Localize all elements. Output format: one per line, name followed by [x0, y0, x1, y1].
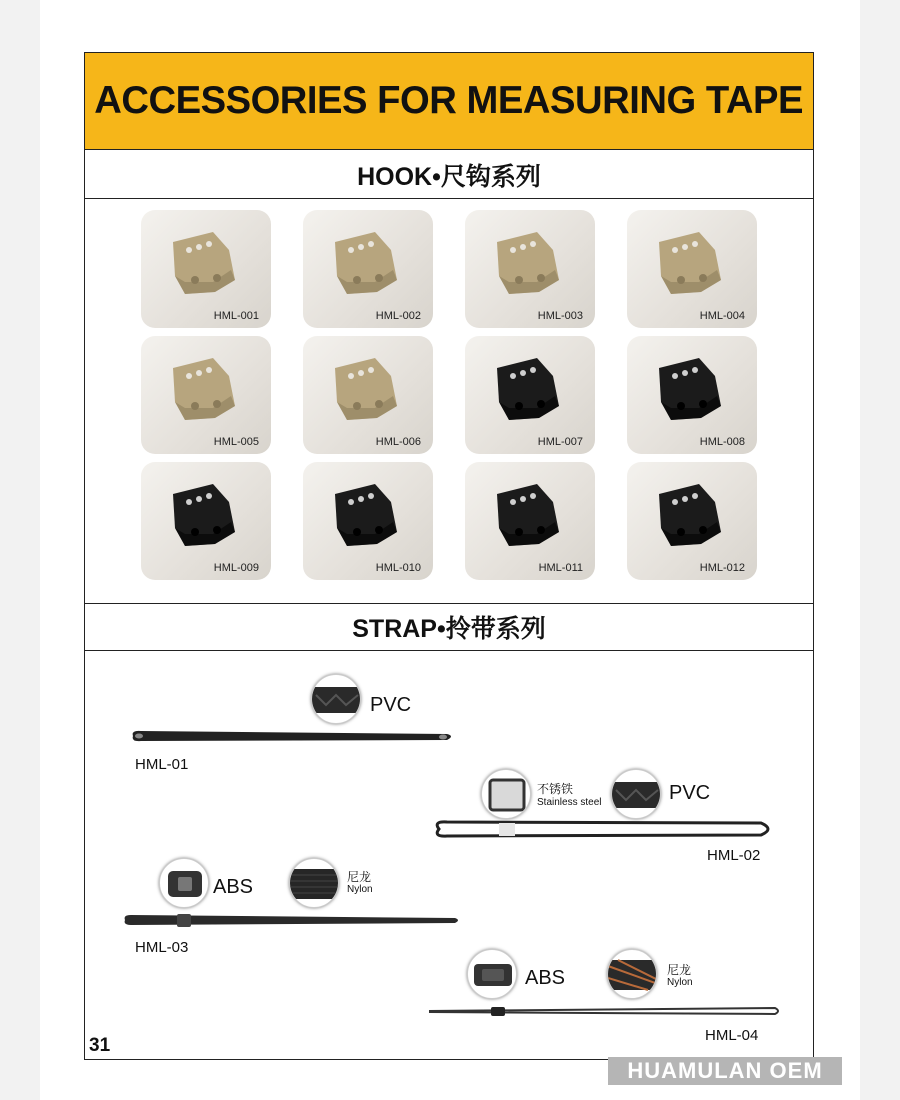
nylon-swatch-2 — [607, 949, 657, 999]
material-label: PVC — [370, 694, 412, 716]
hook-image — [155, 220, 255, 304]
page-number: 31 — [89, 1035, 111, 1056]
hook-item — [303, 462, 433, 580]
hook-code: HML-001 — [213, 310, 259, 322]
pvc-swatch-image — [312, 675, 361, 724]
watermark: HUAMULAN OEM — [608, 1057, 842, 1085]
catalog-page — [84, 52, 814, 1060]
title-banner — [85, 53, 813, 150]
hook-code: HML-005 — [213, 436, 259, 448]
hook-section-header — [85, 151, 813, 199]
hook-code: HML-012 — [699, 562, 745, 574]
hook-item — [141, 210, 271, 328]
hook-image — [479, 472, 579, 556]
hook-code: HML-011 — [538, 562, 583, 574]
hook-item — [465, 210, 595, 328]
strap-code: HML-01 — [135, 756, 189, 773]
stainless-steel-swatch-image — [482, 770, 531, 819]
hook-item — [627, 210, 757, 328]
hook-item — [303, 210, 433, 328]
pvc-swatch-image — [612, 770, 661, 819]
hook-image — [479, 346, 579, 430]
hook-image — [641, 346, 741, 430]
strap-image — [431, 817, 777, 841]
strap-code: HML-03 — [135, 939, 189, 956]
strap-image — [425, 1001, 783, 1021]
hook-item — [303, 336, 433, 454]
hook-code: HML-009 — [213, 562, 259, 574]
hook-code: HML-003 — [537, 310, 583, 322]
material-en-label: Stainless steel — [537, 797, 602, 808]
hook-item — [465, 462, 595, 580]
hook-code: HML-008 — [699, 436, 745, 448]
material-cn-label: 尼龙 — [667, 963, 692, 977]
hook-image — [155, 472, 255, 556]
material-label: ABS — [525, 967, 566, 989]
hook-item — [627, 462, 757, 580]
strap-section-header — [85, 603, 813, 651]
abs-swatch-2 — [467, 949, 517, 999]
hook-image — [155, 346, 255, 430]
material-label: PVC — [669, 782, 711, 804]
material-en-label: Nylon — [667, 977, 693, 988]
nylon-swatch-1 — [289, 858, 339, 908]
hook-section-title: HOOK•尺钩系列 — [357, 162, 541, 191]
material-label: ABS — [213, 876, 254, 898]
strap-code: HML-04 — [705, 1027, 759, 1044]
hook-item — [141, 462, 271, 580]
strap-section-title: STRAP•拎带系列 — [352, 615, 546, 643]
abs-swatch-image — [160, 859, 209, 908]
hook-item — [465, 336, 595, 454]
hook-item — [627, 336, 757, 454]
hook-code: HML-002 — [375, 310, 421, 322]
strap-image — [127, 726, 457, 746]
nylon-swatch-image — [608, 950, 657, 999]
hook-image — [317, 472, 417, 556]
pvc-swatch-1 — [311, 674, 361, 724]
material-cn-label: 不锈铁 — [537, 782, 574, 796]
abs-swatch-image — [468, 950, 517, 999]
pvc-swatch-2 — [611, 769, 661, 819]
material-en-label: Nylon — [347, 884, 373, 895]
nylon-swatch-image — [290, 859, 339, 908]
hook-code: HML-006 — [375, 436, 421, 448]
hook-image — [317, 220, 417, 304]
hook-code: HML-007 — [537, 436, 583, 448]
hook-image — [317, 346, 417, 430]
hook-image — [641, 472, 741, 556]
hook-code: HML-010 — [375, 562, 421, 574]
hook-item — [141, 336, 271, 454]
hook-image — [641, 220, 741, 304]
abs-swatch-1 — [159, 858, 209, 908]
stainless-steel-swatch — [481, 769, 531, 819]
strap-image — [121, 909, 461, 931]
page-title: ACCESSORIES FOR MEASURING TAPE — [94, 79, 804, 122]
hook-image — [479, 220, 579, 304]
strap-code: HML-02 — [707, 847, 761, 864]
hook-code: HML-004 — [699, 310, 745, 322]
material-cn-label: 尼龙 — [347, 870, 372, 884]
